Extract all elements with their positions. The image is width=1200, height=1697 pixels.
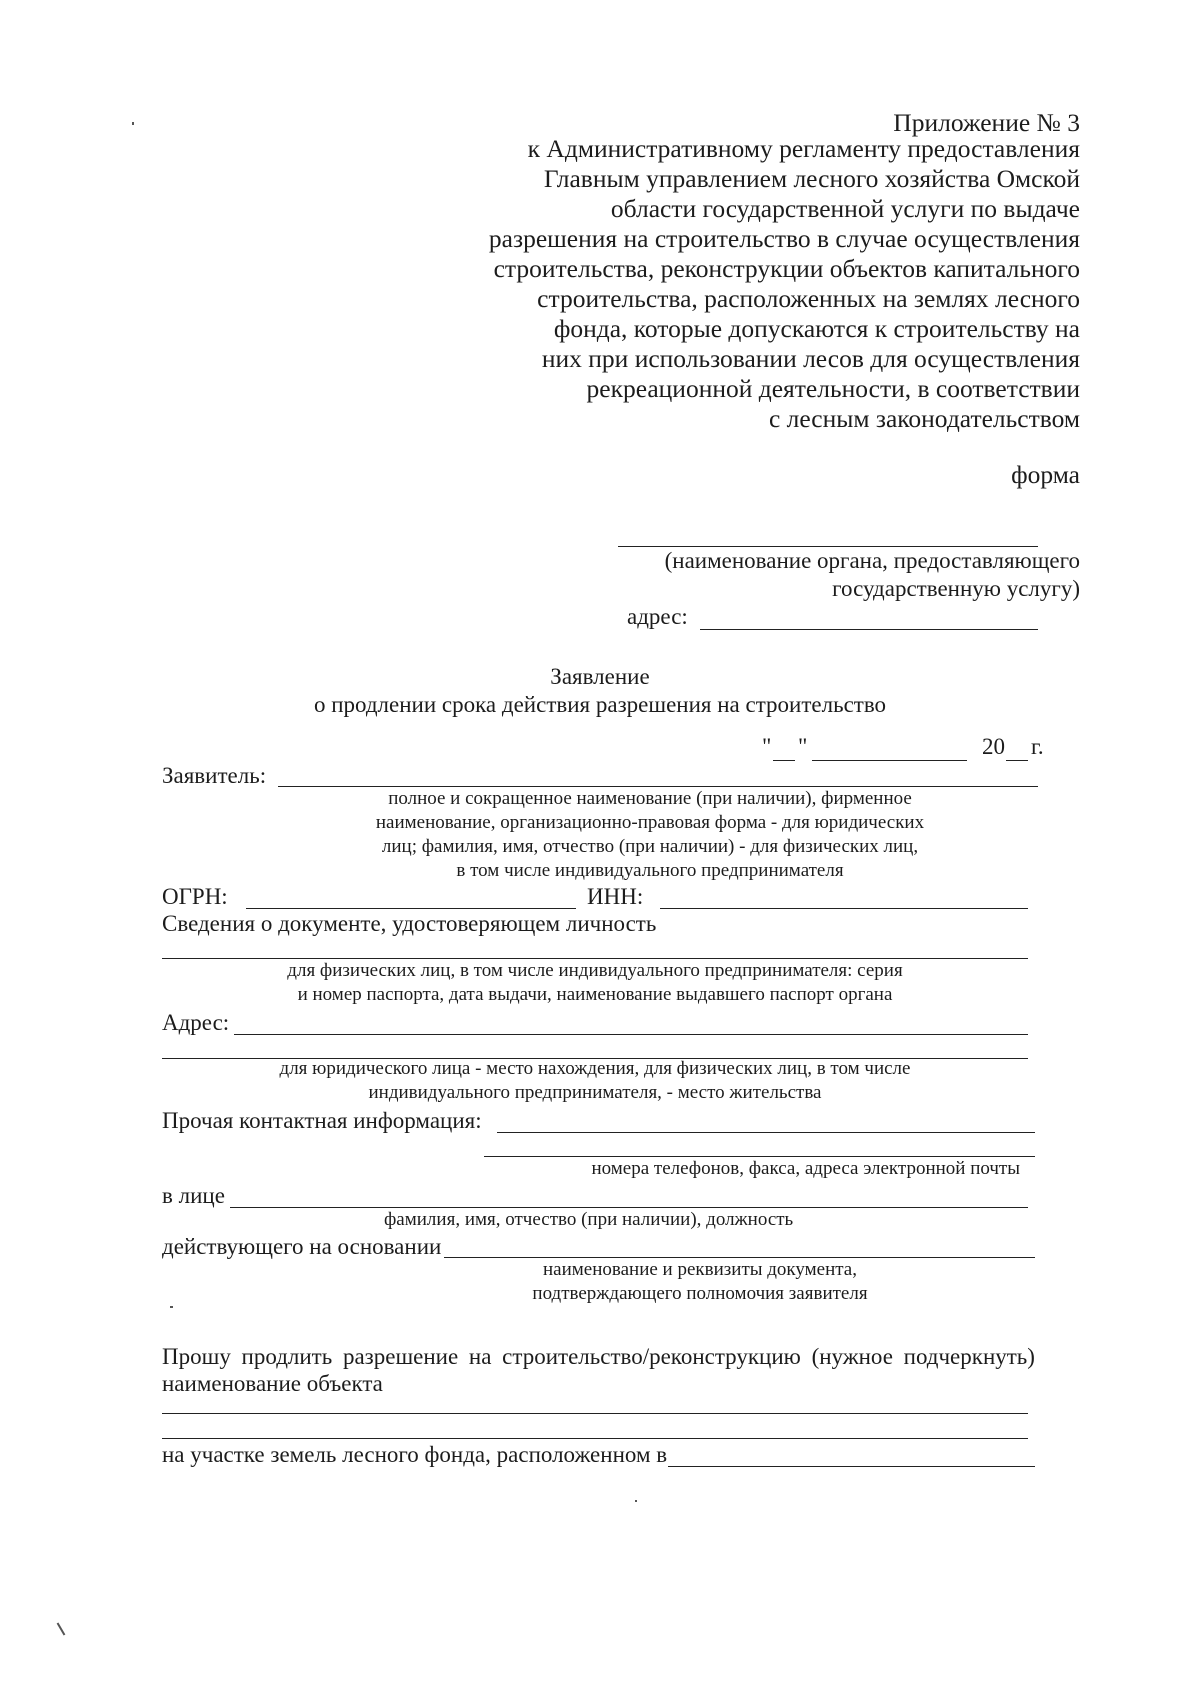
date-day-field[interactable] bbox=[773, 760, 795, 761]
form-label: форма bbox=[1011, 460, 1080, 489]
date-quote-close: " bbox=[798, 734, 808, 759]
identity-label: Сведения о документе, удостоверяющем личность bbox=[162, 911, 657, 936]
request-text bbox=[162, 1342, 1035, 1372]
representative-caption: фамилия, имя, отчество (при наличии), должность bbox=[384, 1209, 794, 1230]
date-year-prefix: 20 bbox=[982, 734, 1005, 759]
scan-speck bbox=[132, 122, 134, 125]
date-year-field[interactable] bbox=[1006, 760, 1028, 761]
address-caption: для юридического лица - место нахождения, для физических лиц, в том числе bbox=[279, 1058, 911, 1079]
inn-label: ИНН: bbox=[587, 884, 644, 909]
header-line: области государственной услуги по выдаче bbox=[610, 194, 1080, 223]
basis-caption: наименование и реквизиты документа, bbox=[542, 1259, 857, 1280]
contacts-label: Прочая контактная информация: bbox=[162, 1108, 482, 1133]
object-name-label: наименование объекта bbox=[162, 1371, 383, 1396]
applicant-caption: в том числе индивидуального предпринимателя bbox=[456, 860, 844, 881]
document-title: Заявление bbox=[550, 664, 650, 689]
recipient-address-field[interactable] bbox=[700, 629, 1038, 630]
header-line: строительства, реконструкции объектов капитального bbox=[493, 254, 1080, 283]
scan-speck bbox=[635, 1500, 637, 1502]
applicant-caption: лиц; фамилия, имя, отчество (при наличии) - для физических лиц, bbox=[381, 836, 919, 857]
applicant-caption: наименование, организационно-правовая форма - для юридических bbox=[375, 812, 925, 833]
applicant-label: Заявитель: bbox=[162, 763, 267, 788]
address-label: Адрес: bbox=[162, 1010, 230, 1035]
document-subtitle: о продлении срока действия разрешения на строительство bbox=[313, 692, 887, 717]
request-word: подчеркнуть) bbox=[903, 1344, 1035, 1369]
scan-speck bbox=[57, 1622, 66, 1635]
basis-label: действующего на основании bbox=[162, 1234, 442, 1259]
date-month-field[interactable] bbox=[812, 760, 967, 761]
header-line: рекреационной деятельности, в соответствии bbox=[586, 374, 1080, 403]
recipient-caption: (наименование органа, предоставляющего bbox=[664, 548, 1080, 573]
header-line: фонда, которые допускаются к строительству на bbox=[553, 314, 1080, 343]
request-word: на bbox=[468, 1344, 492, 1369]
request-word: (нужное bbox=[811, 1344, 893, 1369]
ogrn-label: ОГРН: bbox=[162, 884, 228, 909]
recipient-caption: государственную услугу) bbox=[832, 576, 1080, 601]
header-line: строительства, расположенных на землях лесного bbox=[537, 284, 1080, 313]
location-label: на участке земель лесного фонда, расположенном в bbox=[162, 1442, 668, 1467]
header-line: них при использовании лесов для осуществления bbox=[541, 344, 1080, 373]
contacts-field-1[interactable] bbox=[497, 1132, 1035, 1133]
representative-label: в лице bbox=[162, 1183, 225, 1208]
identity-caption: и номер паспорта, дата выдачи, наименование выдавшего паспорт органа bbox=[297, 984, 893, 1005]
inn-field[interactable] bbox=[660, 908, 1028, 909]
scan-speck bbox=[170, 1306, 173, 1308]
contacts-caption: номера телефонов, факса, адреса электронной почты bbox=[591, 1158, 1020, 1179]
request-word: разрешение bbox=[342, 1344, 459, 1369]
address-caption: индивидуального предпринимателя, - место жительства bbox=[368, 1082, 822, 1103]
header-line: Главным управлением лесного хозяйства Омской bbox=[543, 164, 1080, 193]
identity-caption: для физических лиц, в том числе индивидуального предпринимателя: серия bbox=[287, 960, 903, 981]
object-name-field-2[interactable] bbox=[162, 1438, 1028, 1439]
header-line: с лесным законодательством bbox=[768, 404, 1080, 433]
request-word-selectable[interactable]: строительство/реконструкцию bbox=[502, 1344, 801, 1369]
applicant-caption: полное и сокращенное наименование (при наличии), фирменное bbox=[388, 788, 912, 809]
appendix-number: Приложение № 3 bbox=[893, 108, 1080, 137]
header-line: к Административному регламенту предоставления bbox=[527, 134, 1080, 163]
date-quote-open: " bbox=[762, 734, 772, 759]
request-word: продлить bbox=[241, 1344, 333, 1369]
basis-caption: подтверждающего полномочия заявителя bbox=[532, 1283, 868, 1304]
date-year-suffix: г. bbox=[1031, 734, 1044, 759]
request-word: Прошу bbox=[162, 1344, 231, 1369]
address-field-1[interactable] bbox=[234, 1034, 1028, 1035]
object-name-field-1[interactable] bbox=[162, 1413, 1028, 1414]
location-field[interactable] bbox=[668, 1466, 1035, 1467]
recipient-address-label: адрес: bbox=[627, 604, 688, 629]
header-line: разрешения на строительство в случае осуществления bbox=[488, 224, 1080, 253]
